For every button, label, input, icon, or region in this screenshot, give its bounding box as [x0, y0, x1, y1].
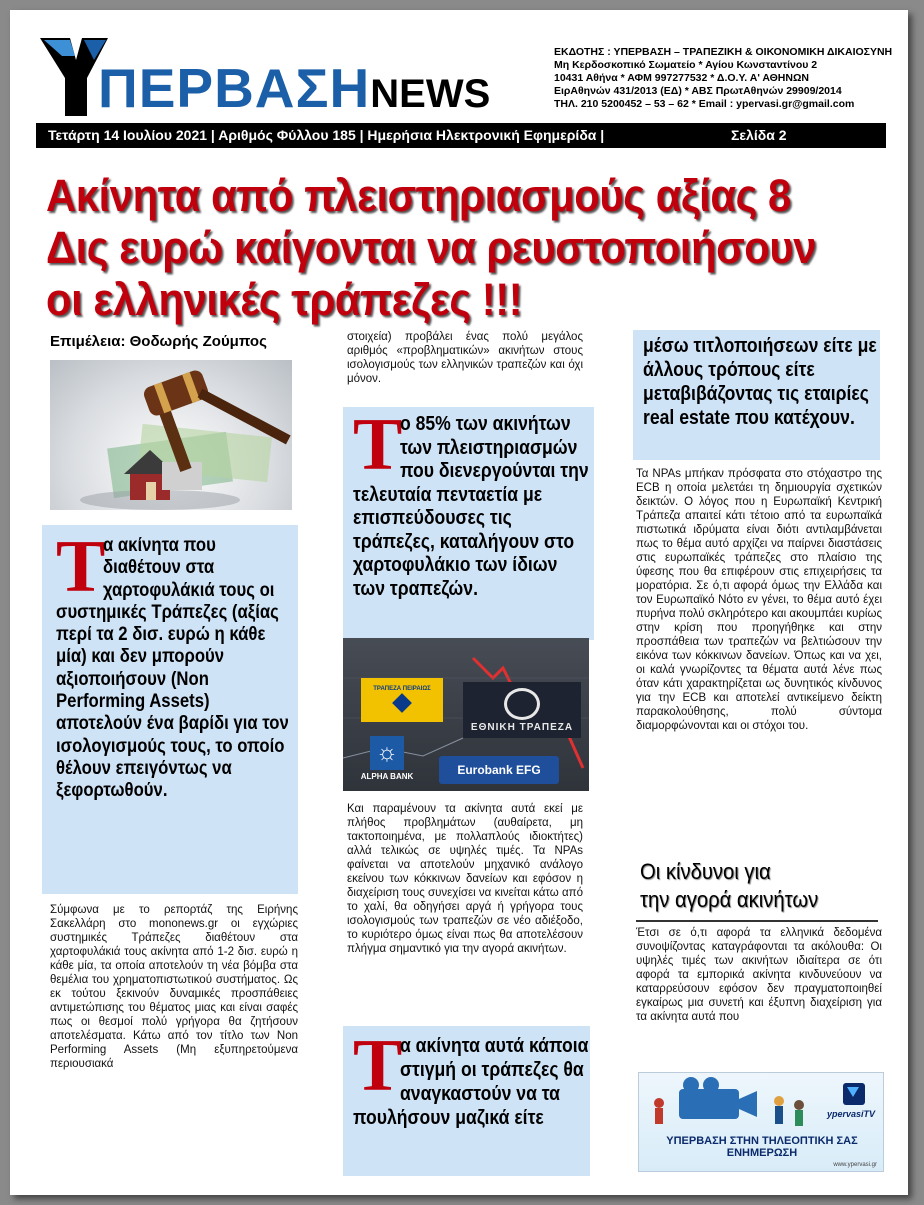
tv-url: www.ypervasi.gr: [833, 1162, 877, 1168]
pull-quote-text: α ακίνητα αυτά κάποια στιγμή οι τράπεζες θα αναγκαστούν να τα πουλήσουν μαζικά είτε: [353, 1035, 589, 1129]
tv-crew-icon: [639, 1073, 884, 1133]
ypervasi-tv-banner[interactable]: [638, 1072, 884, 1172]
dropcap: Τ: [353, 404, 403, 486]
logo-wordmark: ΠΕΡΒΑΣΗNEWS: [98, 57, 491, 119]
ethniki-bank-logo: ΕΘΝΙΚΗ ΤΡΑΠΕΖΑ: [463, 682, 581, 738]
tv-caption: ΥΠΕΡΒΑΣΗ ΣΤΗΝ ΤΗΛΕΟΠΤΙΚΗ ΣΑΣ ΕΝΗΜΕΡΩΣΗ: [666, 1135, 858, 1159]
publisher-line: ΕΚΔΟΤΗΣ : ΥΠΕΡΒΑΣΗ – ΤΡΑΠΕΖΙΚΗ & ΟΙΚΟΝΟΜΙΚΗ ΔΙΚΑΙΟΣΥΝΗ: [554, 46, 893, 58]
pull-quote-4: [633, 330, 880, 460]
publisher-line: Μη Κερδοσκοπικό Σωματείο * Αγίου Κωνσταντίνου 2: [554, 59, 818, 71]
publisher-line: ΤΗΛ. 210 5200452 – 53 – 62 * Email : ypervasi.gr@gmail.com: [554, 98, 855, 110]
auction-gavel-image: [50, 360, 292, 510]
pull-quote-3: [343, 1026, 590, 1176]
issue-bar: [36, 123, 886, 148]
bank-logos-image: [343, 638, 589, 791]
tv-brand: ypervasiTV: [826, 1109, 875, 1119]
subheading-rule: [636, 920, 878, 922]
issue-info: Τετάρτη 14 Ιουλίου 2021 | Αριθμός Φύλλου 185 | Ημερήσια Ηλεκτρονική Εφημερίδα |: [48, 127, 605, 143]
article-text-1: Σύμφωνα με το ρεπορτάζ της Ειρήνης Σακελλάρη στο mononews.gr οι εγχώριες συστημικές Τράπεζες διαθέτουν στα χαρτοφυλάκιά τους ακίνητα από 1-2 δισ. ευρώ η κάθε μία, τα οποία αποτελούν τη νέα βόμβα στα θεμέλια του χρηματοπιστωτικού συστήματος. Ως εκ τούτου ξεκινούν δυναμικές προσπάθειες αντιμετώπισης του θέματος μιας και είναι σαφές πως οι θεσμοί πολύ γρήγορα θα ζητήσουν αποτελέσματα. Κάτω από τον τίτλο των Non Performing Assets (Μη εξυπηρετούμενα περιουσιακά: [50, 904, 298, 1070]
headline-line: Δις ευρώ καίγονται να ρευστοποιήσουν: [46, 222, 817, 273]
headline-line: οι ελληνικές τράπεζες !!!: [46, 274, 523, 325]
publisher-line: 10431 Αθήνα * ΑΦΜ 997277532 * Δ.Ο.Υ. Α' ΑΘΗΝΩΝ: [554, 72, 809, 84]
gavel-house-icon: [50, 360, 292, 510]
main-headline: [46, 170, 818, 326]
eurobank-logo: Eurobank EFG: [439, 756, 559, 784]
article-text-3: Και παραμένουν τα ακίνητα αυτά εκεί με πλήθος προβλημάτων (αυθαίρετα, μη τακτοποιημένα, με πολλαπλούς ιδιοκτήτες) αλλά τελικώς σε υψηλές τιμές. Τα NPAs φαίνεται να αποτελούν μηχανικό ανάλογο εκείνου των κόκκινων δανείων και εφόσον η διαχείριση τους συνεχίσει να κινείται κάτω από το χαλί, θα οδηγήσει αργά ή γρήγορα τους ισολογισμούς των τραπεζών σε νέο αδιέξοδο, το κυριότερο όμως είναι πως θα αποτελέσουν πλήγμα σημαντικό για την αγορά ακινήτων.: [347, 803, 583, 955]
article-text-4: Τα NPAs μπήκαν πρόσφατα στο στόχαστρο της ECB η οποία μελετάει τη δημιουργία σχετικών δεικτών. Ο λόγος που η Ευρωπαϊκή Κεντρική Τράπεζα απαιτεί κάτι τέτοιο από τα ευρωπαϊκά πιστωτικά ιδρύματα είναι διότι αντιλαμβάνεται πως το θέμα αυτό αρχίζει να παίρνει διαστάσεις στις ευρωπαϊκές τράπεζες στο πλαίσιο της ύφεσης που θα επιφέρουν στις επιχειρήσεις τα μορατόρια. Σε ό,τι αφορά όμως την Ελλάδα και τον Ευρωπαϊκό Νότο εν γένει, το θέμα αυτό έχει πυρήνα πολύ σκληρότερο και ακουμπάει κυρίως στην κρίση που προηγήθηκε και στην προσπάθεια των τραπεζών να βελτιώσουν την εικόνα των κόκκινων δανείων. Όπως και να χει, οι καλά γνωρίζοντες τα θέματα αυτά λένε πως όταν κάτι χαρακτηρίζεται ως δυνητικός κίνδυνος για την ECB και αποτελεί αντικείμενο δείκτη παρακολούθησης, πολύ σύντομα διαμορφώνονται και οι στόχοι του.: [636, 468, 882, 732]
publisher-info: [554, 46, 904, 111]
pull-quote-2: [343, 404, 594, 640]
dropcap: Τ: [56, 526, 106, 608]
byline: Επιμέλεια: Θοδωρής Ζούμπος: [50, 333, 267, 350]
alpha-bank-logo: ☼ ALPHA BANK: [357, 736, 417, 790]
pull-quote-text: μέσω τιτλοποιήσεων είτε με άλλους τρόπους είτε μεταβιβάζοντας τις εταιρίες real estate που κατέχουν.: [643, 335, 877, 429]
pull-quote-text: ο 85% των ακινήτων των πλειστηριασμών που διενεργούνται την τελευταία πενταετία με επισπεύδουσες τις τράπεζες, καταλήγουν στο χαρτοφυλάκιο των ίδιων των τραπεζών.: [353, 413, 589, 600]
masthead-logo: [40, 38, 540, 118]
section-subheading: Οι κίνδυνοι για την αγορά ακινήτων: [640, 859, 819, 912]
pull-quote-text: α ακίνητα που διαθέτουν στα χαρτοφυλάκιά τους οι συστημικές Τράπεζες (αξίας περί τα 2 δισ. ευρώ η κάθε μία) και δεν μπορούν αξιοποιήσουν (Non Performing Assets) αποτελούν ένα βαρίδι για τον ισολογισμούς τους, το οποίο θέλουν επειγόντως να ξεφορτωθούν.: [56, 535, 289, 802]
publisher-line: ΕιρΑθηνών 431/2013 (ΕΔ) * ΑΒΣ ΠρωτΑθηνών 29909/2014: [554, 85, 842, 97]
pull-quote-1: [42, 525, 298, 894]
newspaper-page: [10, 10, 908, 1195]
piraeus-bank-logo: ΤΡΑΠΕΖΑ ΠΕΙΡΑΙΩΣ: [361, 678, 443, 722]
headline-line: Ακίνητα από πλειστηριασμούς αξίας 8: [46, 170, 791, 221]
article-text-5: Έτσι σε ό,τι αφορά τα ελληνικά δεδομένα συνοψίζοντας καταγράφονται τα ακόλουθα: Οι υψηλές τιμές των ακινήτων ιδιαίτερα σε ότι αφορά τα εμπορικά ακίνητα κινδυνεύουν να καταρρεύσουν εφόσον δεν πραγματοποιηθεί εγκαίρως μια συνετή και έξυπνη διαχείριση για τα ακίνητα αυτά που: [636, 927, 882, 1023]
page-number: Σελίδα 2: [731, 127, 787, 143]
dropcap: Τ: [353, 1025, 403, 1107]
article-text-2: στοιχεία) προβάλει ένας πολύ μεγάλος αριθμός «προβληματικών» ακινήτων στους ισολογισμούς των ελληνικών τραπεζών και όχι μόνον.: [347, 331, 583, 385]
